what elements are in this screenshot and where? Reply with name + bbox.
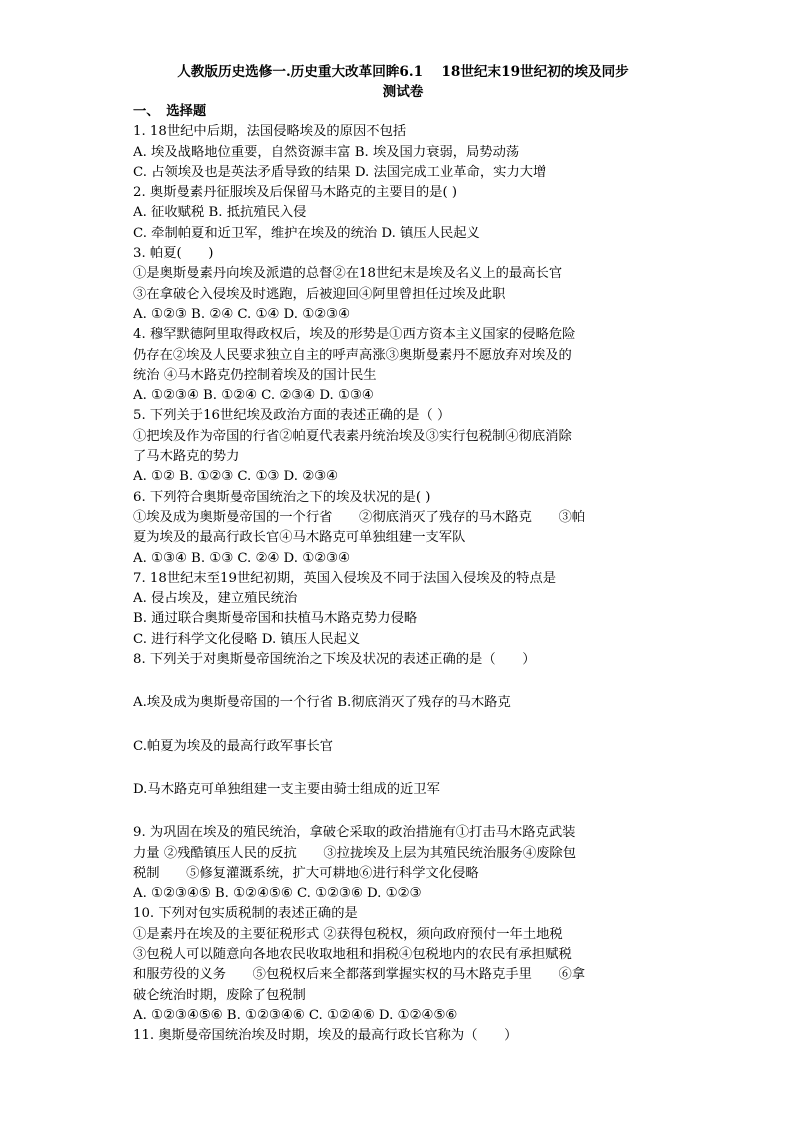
- text-line: 和服劳役的义务 ⑤包税权后来全都落到掌握实权的马木路克手里 ⑥拿: [133, 967, 586, 983]
- text-line: A. ①②③④⑤⑥ B. ①②③④⑥ C. ①②④⑥ D. ①②④⑤⑥: [133, 1007, 458, 1023]
- title-line-2: 测试卷: [382, 84, 424, 100]
- text-line: C. 占领埃及也是英法矛盾导致的结果 D. 法国完成工业革命，实力大增: [133, 164, 547, 180]
- text-line: 4. 穆罕默德阿里取得政权后，埃及的形势是①西方资本主义国家的侵略危险: [133, 327, 576, 343]
- text-line: A.埃及成为奥斯曼帝国的一个行省 B.彻底消灭了残存的马木路克: [133, 695, 511, 711]
- text-line: 力量 ②残酷镇压人民的反抗 ③拉拢埃及上层为其殖民统治服务④废除包: [133, 845, 577, 861]
- text-line: A. 侵占埃及，建立殖民统治: [133, 591, 298, 607]
- text-line: ③在拿破仑入侵埃及时逃跑，后被迎回④阿里曾担任过埃及此职: [133, 286, 506, 302]
- text-line: C. 牵制帕夏和近卫军，维护在埃及的统治 D. 镇压人民起义: [133, 225, 480, 241]
- text-line: D.马木路克可单独组建一支主要由骑士组成的近卫军: [133, 781, 440, 797]
- text-line: ①是奥斯曼素丹向埃及派遣的总督②在18世纪末是埃及名义上的最高长官: [133, 266, 563, 282]
- text-line: 统治 ④马木路克仍控制着埃及的国计民生: [133, 367, 377, 383]
- text-line: 夏为埃及的最高行政长官④马木路克可单独组建一支军队: [133, 530, 466, 546]
- text-line: C.帕夏为埃及的最高行政军事长官: [133, 738, 334, 754]
- text-line: 9. 为巩固在埃及的殖民统治，拿破仑采取的政治措施有①打击马木路克武装: [133, 825, 576, 841]
- text-line: A. ①③④ B. ①③ C. ②④ D. ①②③④: [133, 550, 350, 566]
- text-line: A. 埃及战略地位重要，自然资源丰富 B. 埃及国力衰弱，局势动荡: [133, 144, 520, 160]
- text-line: B. 通过联合奥斯曼帝国和扶植马木路克势力侵略: [133, 611, 418, 627]
- text-line: 6. 下列符合奥斯曼帝国统治之下的埃及状况的是( ): [133, 489, 431, 505]
- text-line: 破仑统治时期，废除了包税制: [133, 987, 306, 1003]
- text-line: 10. 下列对包实质税制的表述正确的是: [133, 906, 358, 922]
- document-body: [133, 62, 673, 1046]
- text-line: 2. 奥斯曼素丹征服埃及后保留马木路克的主要目的是( ): [133, 185, 458, 201]
- text-line: 了马木路克的势力: [133, 449, 240, 465]
- text-line: ①是素丹在埃及的主要征税形式 ②获得包税权，须向政府预付一年土地税: [133, 926, 563, 942]
- text-line: A. ①② B. ①②③ C. ①③ D. ②③④: [133, 469, 338, 485]
- text-line: 11. 奥斯曼帝国统治埃及时期，埃及的最高行政长官称为（ ）: [133, 1028, 518, 1044]
- title-line-1: 人教版历史选修一.历史重大改革回眸6.1 18世纪末19世纪初的埃及同步: [177, 64, 629, 80]
- text-line: 1. 18世纪中后期，法国侵略埃及的原因不包括: [133, 124, 407, 140]
- spacer: [133, 714, 673, 737]
- text-line: A. 征收赋税 B. 抵抗殖民入侵: [133, 205, 307, 221]
- text-line: 税制 ⑤修复灌溉系统，扩大可耕地⑥进行科学文化侵略: [133, 865, 479, 881]
- text-line: A. ①②③ B. ②④ C. ①④ D. ①②③④: [133, 306, 350, 322]
- text-line: A. ①②③④ B. ①②④ C. ②③④ D. ①③④: [133, 388, 374, 404]
- text-line: 8. 下列关于对奥斯曼帝国统治之下埃及状况的表述正确的是（ ）: [133, 652, 536, 668]
- text-line: A. ①②③④⑤ B. ①②④⑤⑥ C. ①②③⑥ D. ①②③: [133, 886, 422, 902]
- spacer: [133, 757, 673, 780]
- spacer: [133, 800, 673, 823]
- text-line: ③包税人可以随意向各地农民收取地租和捐税④包税地内的农民有承担赋税: [133, 946, 572, 962]
- text-line: ①埃及成为奥斯曼帝国的一个行省 ②彻底消灭了残存的马木路克 ③帕: [133, 509, 586, 525]
- text-line: 3. 帕夏( ): [133, 246, 214, 262]
- text-line: 仍存在②埃及人民要求独立自主的呼声高涨③奥斯曼素丹不愿放弃对埃及的: [133, 347, 572, 363]
- document-title: [133, 62, 673, 102]
- text-line: C. 进行科学文化侵略 D. 镇压人民起义: [133, 631, 361, 647]
- section-heading: 一、 选择题: [133, 104, 207, 119]
- text-line: ①把埃及作为帝国的行省②帕夏代表素丹统治埃及③实行包税制④彻底消除: [133, 428, 572, 444]
- text-line: 5. 下列关于16世纪埃及政治方面的表述正确的是（ ）: [133, 408, 451, 424]
- text-line: 7. 18世纪末至19世纪初期，英国入侵埃及不同于法国入侵埃及的特点是: [133, 570, 557, 586]
- spacer: [133, 670, 673, 693]
